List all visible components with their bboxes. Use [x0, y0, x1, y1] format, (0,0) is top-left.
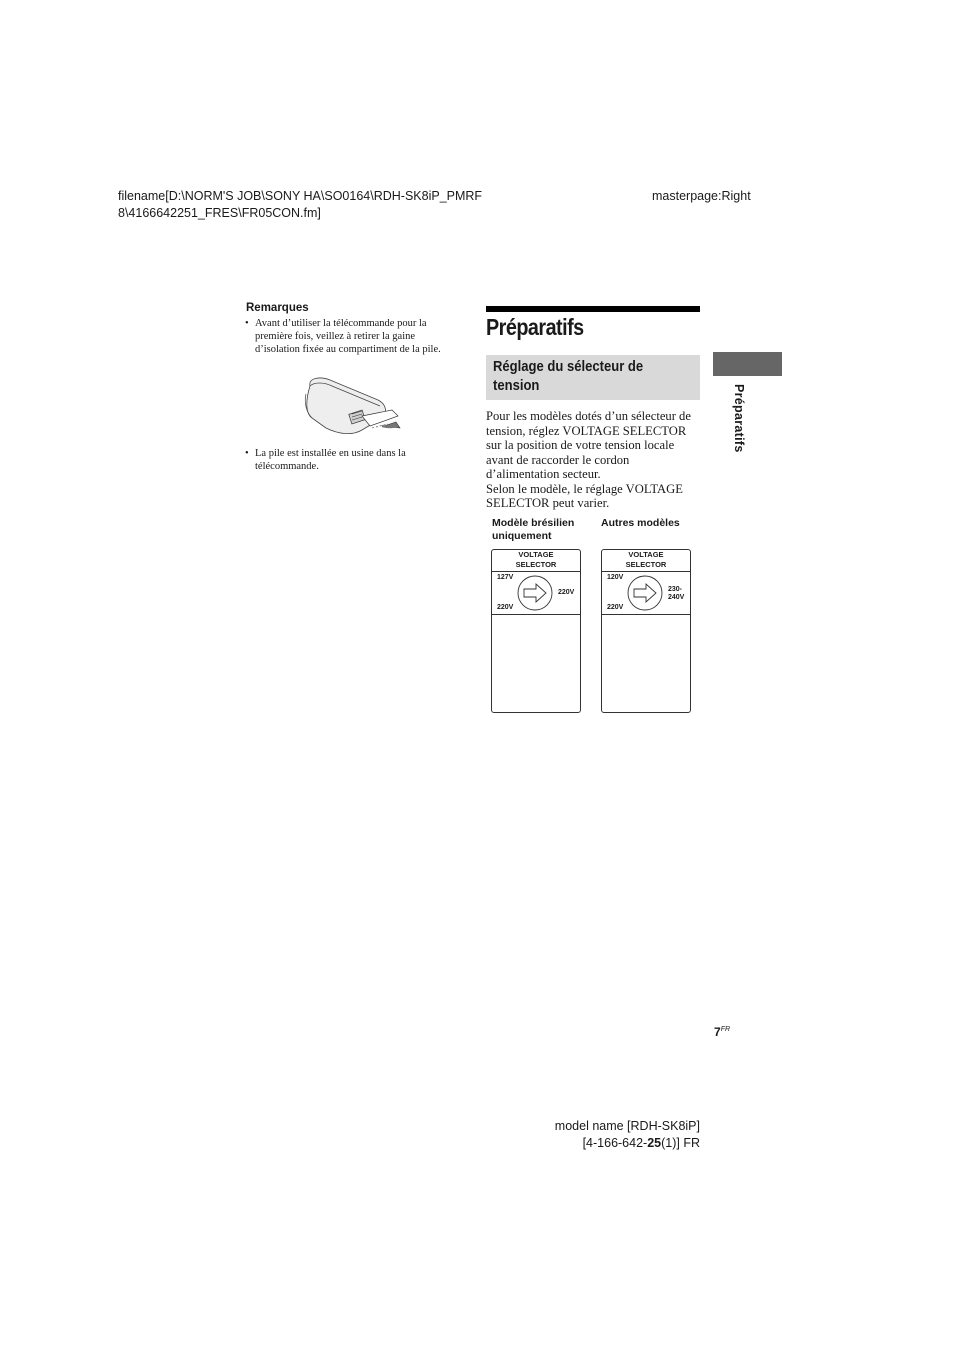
divider — [492, 571, 580, 572]
voltage-selector-panel-brazil — [491, 549, 581, 713]
page-title: Préparatifs — [486, 314, 584, 340]
footer-line2-pre: [4-166-642- — [582, 1136, 648, 1150]
divider — [602, 614, 690, 615]
voltage-selector-title-line2: SELECTOR — [625, 560, 667, 569]
voltage-selector-title — [602, 550, 690, 570]
header-filename — [118, 188, 538, 222]
page-number-suffix: FR — [720, 1026, 731, 1033]
body-text — [486, 409, 701, 511]
bullet-marker: • — [245, 318, 249, 329]
footer-model-info — [555, 1118, 700, 1152]
title-rule — [486, 306, 700, 312]
divider — [602, 571, 690, 572]
footer-line2-post: (1)] FR — [661, 1136, 700, 1150]
body-paragraph-1: Pour les modèles dotés d’un sélecteur de tension, réglez VOLTAGE SELECTOR sur la position de votre tension locale avant de raccorder le cordon d’alimentation secteur. — [486, 409, 691, 481]
voltage-label-right-line1: 230- — [668, 586, 683, 593]
side-tab-label: Préparatifs — [732, 384, 746, 453]
voltage-label-right-line2: 240V — [668, 594, 685, 601]
remarque-item-2 — [246, 447, 446, 473]
remarque-text-1: Avant d’utiliser la télécommande pour la première fois, veillez à retirer la gaine d’isolation fixée au compartiment de la pile. — [255, 318, 441, 356]
voltage-label-top-left: 120V — [607, 574, 624, 581]
page-number — [714, 1025, 730, 1039]
remote-battery-illustration — [300, 372, 405, 444]
bullet-marker: • — [245, 448, 249, 459]
voltage-selector-title-line1: VOLTAGE — [628, 550, 664, 559]
voltage-selector-title-line2: SELECTOR — [515, 560, 557, 569]
body-paragraph-2: Selon le modèle, le réglage VOLTAGE SELECTOR peut varier. — [486, 481, 683, 510]
divider — [492, 614, 580, 615]
remarque-text-2: La pile est installée en usine dans la télécommande. — [255, 448, 406, 473]
voltage-label-right: 220V — [558, 589, 575, 596]
page-number-value: 7 — [714, 1025, 721, 1039]
voltage-label-bottom-left: 220V — [607, 604, 624, 611]
subsection-title: Réglage du sélecteur de tension — [493, 359, 644, 394]
voltage-label-right — [668, 586, 684, 602]
footer-line2 — [555, 1135, 700, 1152]
remarques-block — [246, 302, 461, 357]
model-label-brazil: Modèle brésilien uniquement — [492, 517, 575, 542]
voltage-selector-title-line1: VOLTAGE — [518, 550, 554, 559]
header-masterpage: masterpage:Right — [652, 189, 751, 203]
footer-line2-bold: 25 — [647, 1136, 662, 1150]
voltage-dial-icon — [626, 574, 666, 612]
voltage-dial-icon — [516, 574, 556, 612]
footer-line1: model name [RDH-SK8iP] — [554, 1119, 700, 1133]
voltage-label-bottom-left: 220V — [497, 604, 514, 611]
remarque-item-1 — [246, 317, 461, 357]
side-tab-marker — [713, 352, 782, 376]
subsection-heading-box — [486, 355, 700, 400]
header-filename-line1: filename[D:\NORM'S JOB\SONY HA\SO0164\RDH-SK8iP_PMRF — [118, 189, 483, 203]
voltage-selector-title — [492, 550, 580, 570]
voltage-label-top-left: 127V — [497, 574, 514, 581]
voltage-selector-panel-other — [601, 549, 691, 713]
remarque-item-2-block — [246, 447, 446, 473]
model-label-other: Autres modèles — [601, 517, 680, 529]
header-filename-line2: 8\4166642251_FRES\FR05CON.fm] — [118, 206, 321, 220]
remarques-title: Remarques — [246, 302, 309, 314]
